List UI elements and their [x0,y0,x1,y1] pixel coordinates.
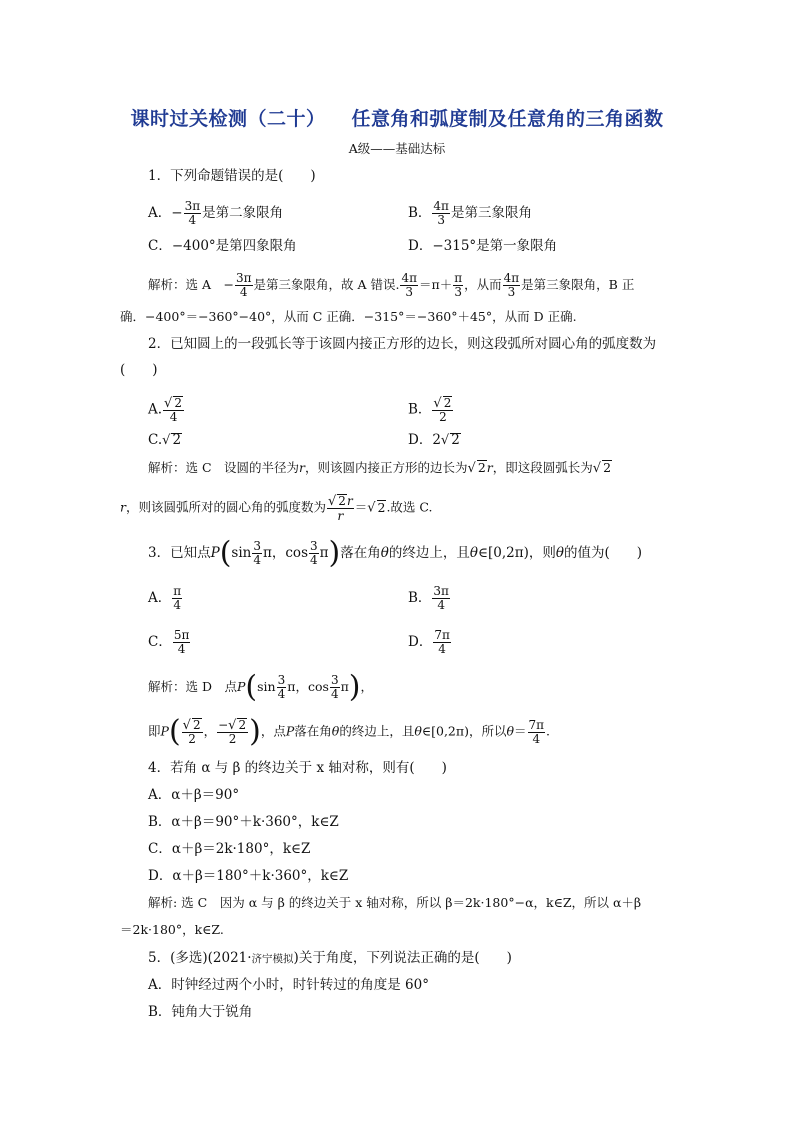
q4-option-c: C．α＋β＝2k·180°，k∈Z [148,841,311,857]
q3-option-a: A． $\frac{\pi}{4}$ [148,584,182,612]
q2-analysis-line1: 解析：选 C 设圆的半径为r，则该圆内接正方形的边长为√ 2r，即这段圆弧长为√ 2 [148,460,612,476]
q4-stem: 4．若角 α 与 β 的终边关于 x 轴对称，则有( ) [148,760,447,776]
page-title [0,104,794,131]
q5-option-b: B．钝角大于锐角 [148,1004,253,1020]
section-level: A级——基础达标 [348,141,446,156]
q3-analysis-line2: 即P( $\frac{√ 2}{2}$ ， $\frac{-√ 2}{2}$ )，点P落在角θ的终边上，且θ∈[0,2π)，所以θ＝ $\frac{7\pi}{4}$ . [148,714,551,749]
q2-analysis-line2: r，则该圆弧所对的圆心角的弧度数为 $\frac{√ 2r}{r}=√$ 2.故选 C. [120,494,433,523]
q3-stem: 3．已知点P(sin $\frac{3}{4}$ π，cos $\frac{3}{4}$ π)落在角θ的终边上，且θ∈[0,2π)，则θ的值为( ) [148,535,643,571]
q1-option-d: D．−315°是第一象限角 [408,238,558,254]
q3-option-d: D． $\frac{7\pi}{4}$ [408,628,450,656]
q4-option-b: B．α＋β＝90°＋k·360°，k∈Z [148,814,339,830]
q4-option-d: D．α＋β＝180°＋k·360°，k∈Z [148,868,349,884]
q2-stem-line2: ( ) [120,362,158,378]
q2-option-b: B． $\frac{√ 2}{2}$ [408,396,452,424]
q3-analysis-line1: 解析：选 D 点P(sin $\frac{3}{4}$ π，cos $\frac{3}{4}$ π)， [148,669,374,705]
q5-stem: 5．(多选)(2021·济宁模拟)关于角度，下列说法正确的是( ) [148,950,512,966]
title-left: 课时过关检测（二十） [130,108,326,130]
q3-option-b: B． $\frac{3\pi}{4}$ [408,584,449,612]
q1-option-b: B． $\frac{4\pi}{3}$ 是第三象限角 [408,199,532,227]
q4-option-a: A．α＋β＝90° [148,787,240,803]
q4-analysis-line2: ＝2k·180°，k∈Z. [120,922,224,937]
q4-analysis-line1: 解析: 选 C 因为 α 与 β 的终边关于 x 轴对称，所以 β＝2k·180°−α，k∈Z，所以 α＋β [148,895,642,910]
q2-option-a: A. $\frac{√ 2}{4}$ [148,396,182,424]
title-right: 任意角和弧度制及任意角的三角函数 [351,108,664,130]
q1-analysis-line2: 确．−400°＝−360°−40°，从而 C 正确．−315°＝−360°＋45°，从而 D 正确. [120,309,577,324]
q1-analysis-line1: 解析：选 A − $\frac{3\pi}{4}$ 是第三象限角，故 A 错误. $\frac{4\pi}{3}$ ＝π＋ $\frac{\pi}{3}$ ，从而 $\frac{4\pi}{3}$ 是第三象限角，B 正 [148,271,635,299]
q3-option-c: C． $\frac{5\pi}{4}$ [148,628,190,656]
q2-option-d: D．2√ 2 [408,432,460,448]
q1-option-c: C．−400°是第四象限角 [148,238,297,254]
q5-source: 济宁模拟 [251,953,294,965]
q2-stem-line1: 2．已知圆上的一段弧长等于该圆内接正方形的边长，则这段弧所对圆心角的弧度数为 [148,336,657,352]
q5-option-a: A．时钟经过两个小时，时针转过的角度是 60° [148,977,429,993]
q2-option-c: C.√ 2 [148,432,182,448]
q1-option-a: A．− $\frac{3\pi}{4}$ 是第二象限角 [148,199,284,227]
q1-stem: 1．下列命题错误的是( ) [148,168,316,184]
